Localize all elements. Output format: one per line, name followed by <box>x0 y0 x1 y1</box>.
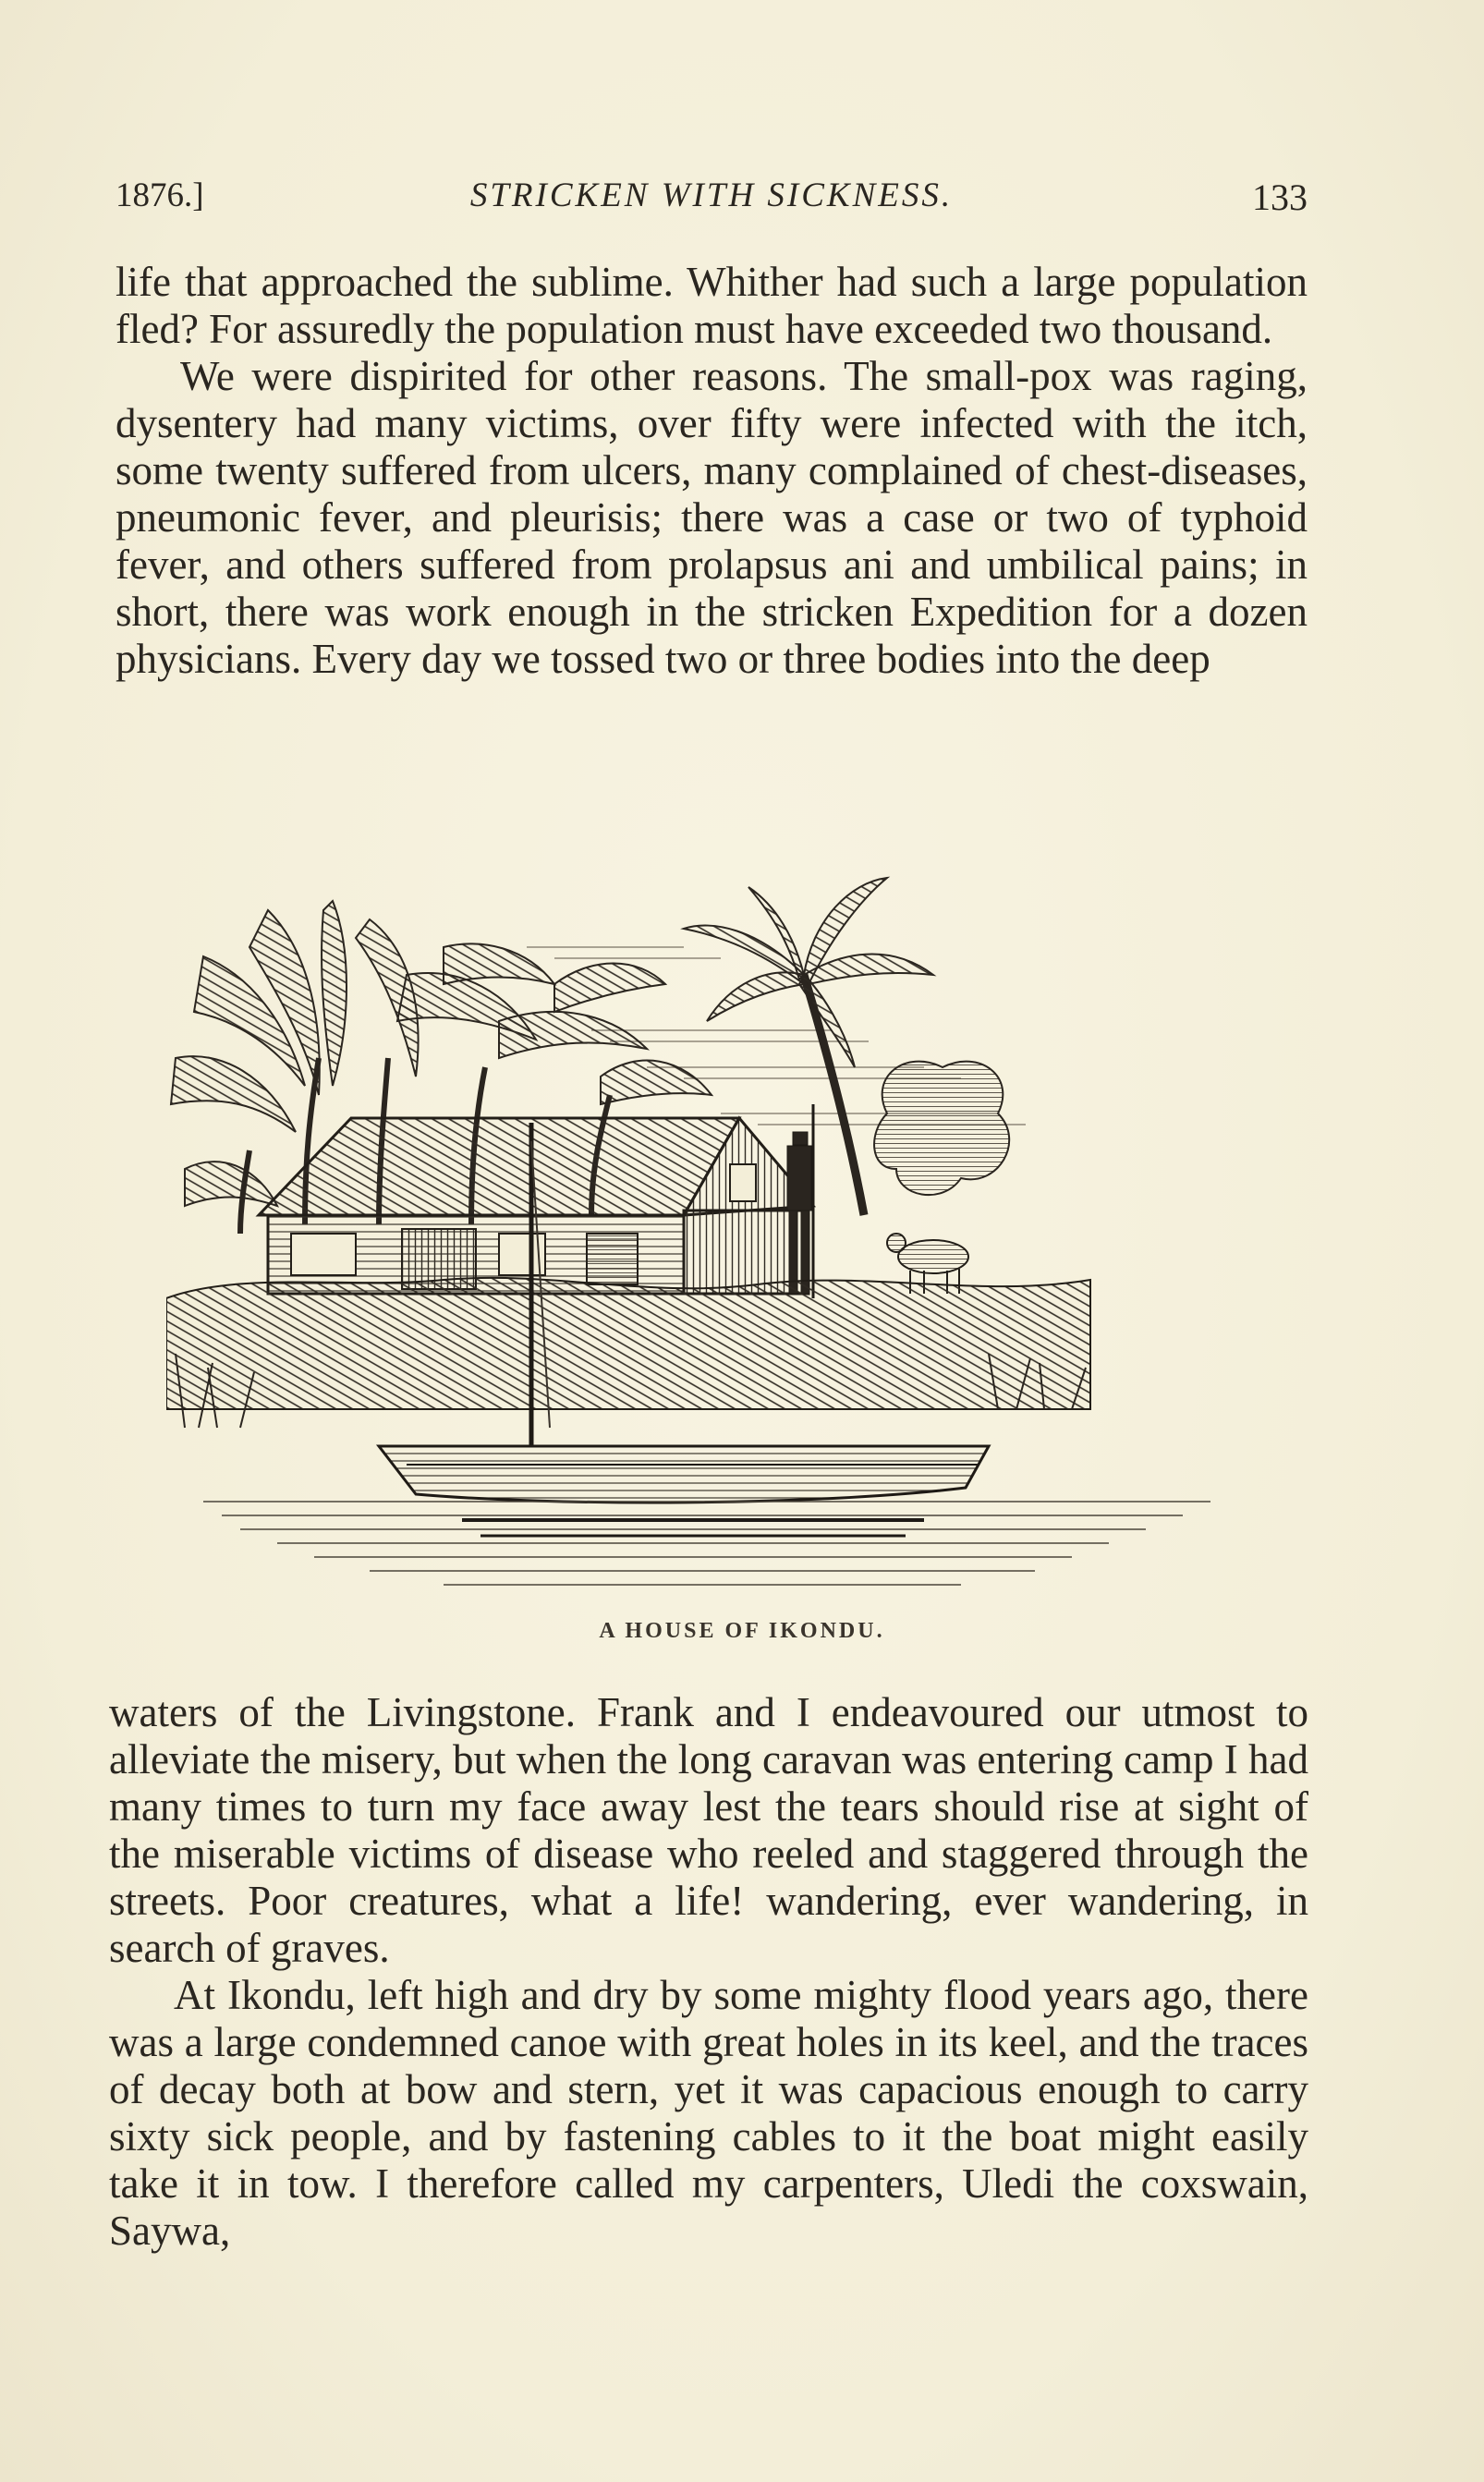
paragraph: At Ikondu, left high and dry by some mighty flood years ago, there was a large condemned canoe with great holes in its keel, and the traces of decay both at bow and stern, yet it was capacious enough to carry sixty sick people, and by fastening cables to it the boat might easily take it in tow. I therefore called my carpenters, Uledi the coxswain, Saywa, <box>109 1972 1308 2254</box>
paragraph: waters of the Livingstone. Frank and I endeavoured our utmost to alleviate the misery, but when the long caravan was entering camp I had many times to turn my face away lest the tears should rise at sight of the miserable victims of disease who reeled and staggered through the streets. Poor creatures, what a life! wandering, ever wandering, in search of graves. <box>109 1689 1308 1971</box>
paragraph: life that approached the sublime. Whither had such a large population fled? For assuredly the population must have exceeded two thousand. <box>116 259 1308 352</box>
paragraph: We were dispirited for other reasons. The small-pox was raging, dysentery had many victims, over fifty were infected with the itch, some twenty suffered from ulcers, many complained of chest-diseases, pneumonic fever, and pleurisis; there was a case or two of typhoid fever, and others suffered from prolapsus ani and umbilical pains; in short, there was work enough in the stricken Expedition for a dozen physicians. Every day we tossed two or three bodies into the deep <box>116 353 1308 682</box>
page-number: 133 <box>1252 176 1308 218</box>
water-lines <box>203 1502 1210 1585</box>
header-year: 1876.] <box>116 176 204 214</box>
body-text-top <box>116 259 1308 683</box>
running-header <box>116 176 1308 222</box>
vegetation <box>166 1278 1090 1409</box>
engraving-house-of-ikondu <box>166 836 1247 1603</box>
figure-caption: A HOUSE OF IKONDU. <box>599 1619 885 1643</box>
running-title: STRICKEN WITH SICKNESS. <box>469 176 954 214</box>
body-text-bottom <box>109 1689 1308 2255</box>
bush-tree <box>874 1062 1009 1195</box>
